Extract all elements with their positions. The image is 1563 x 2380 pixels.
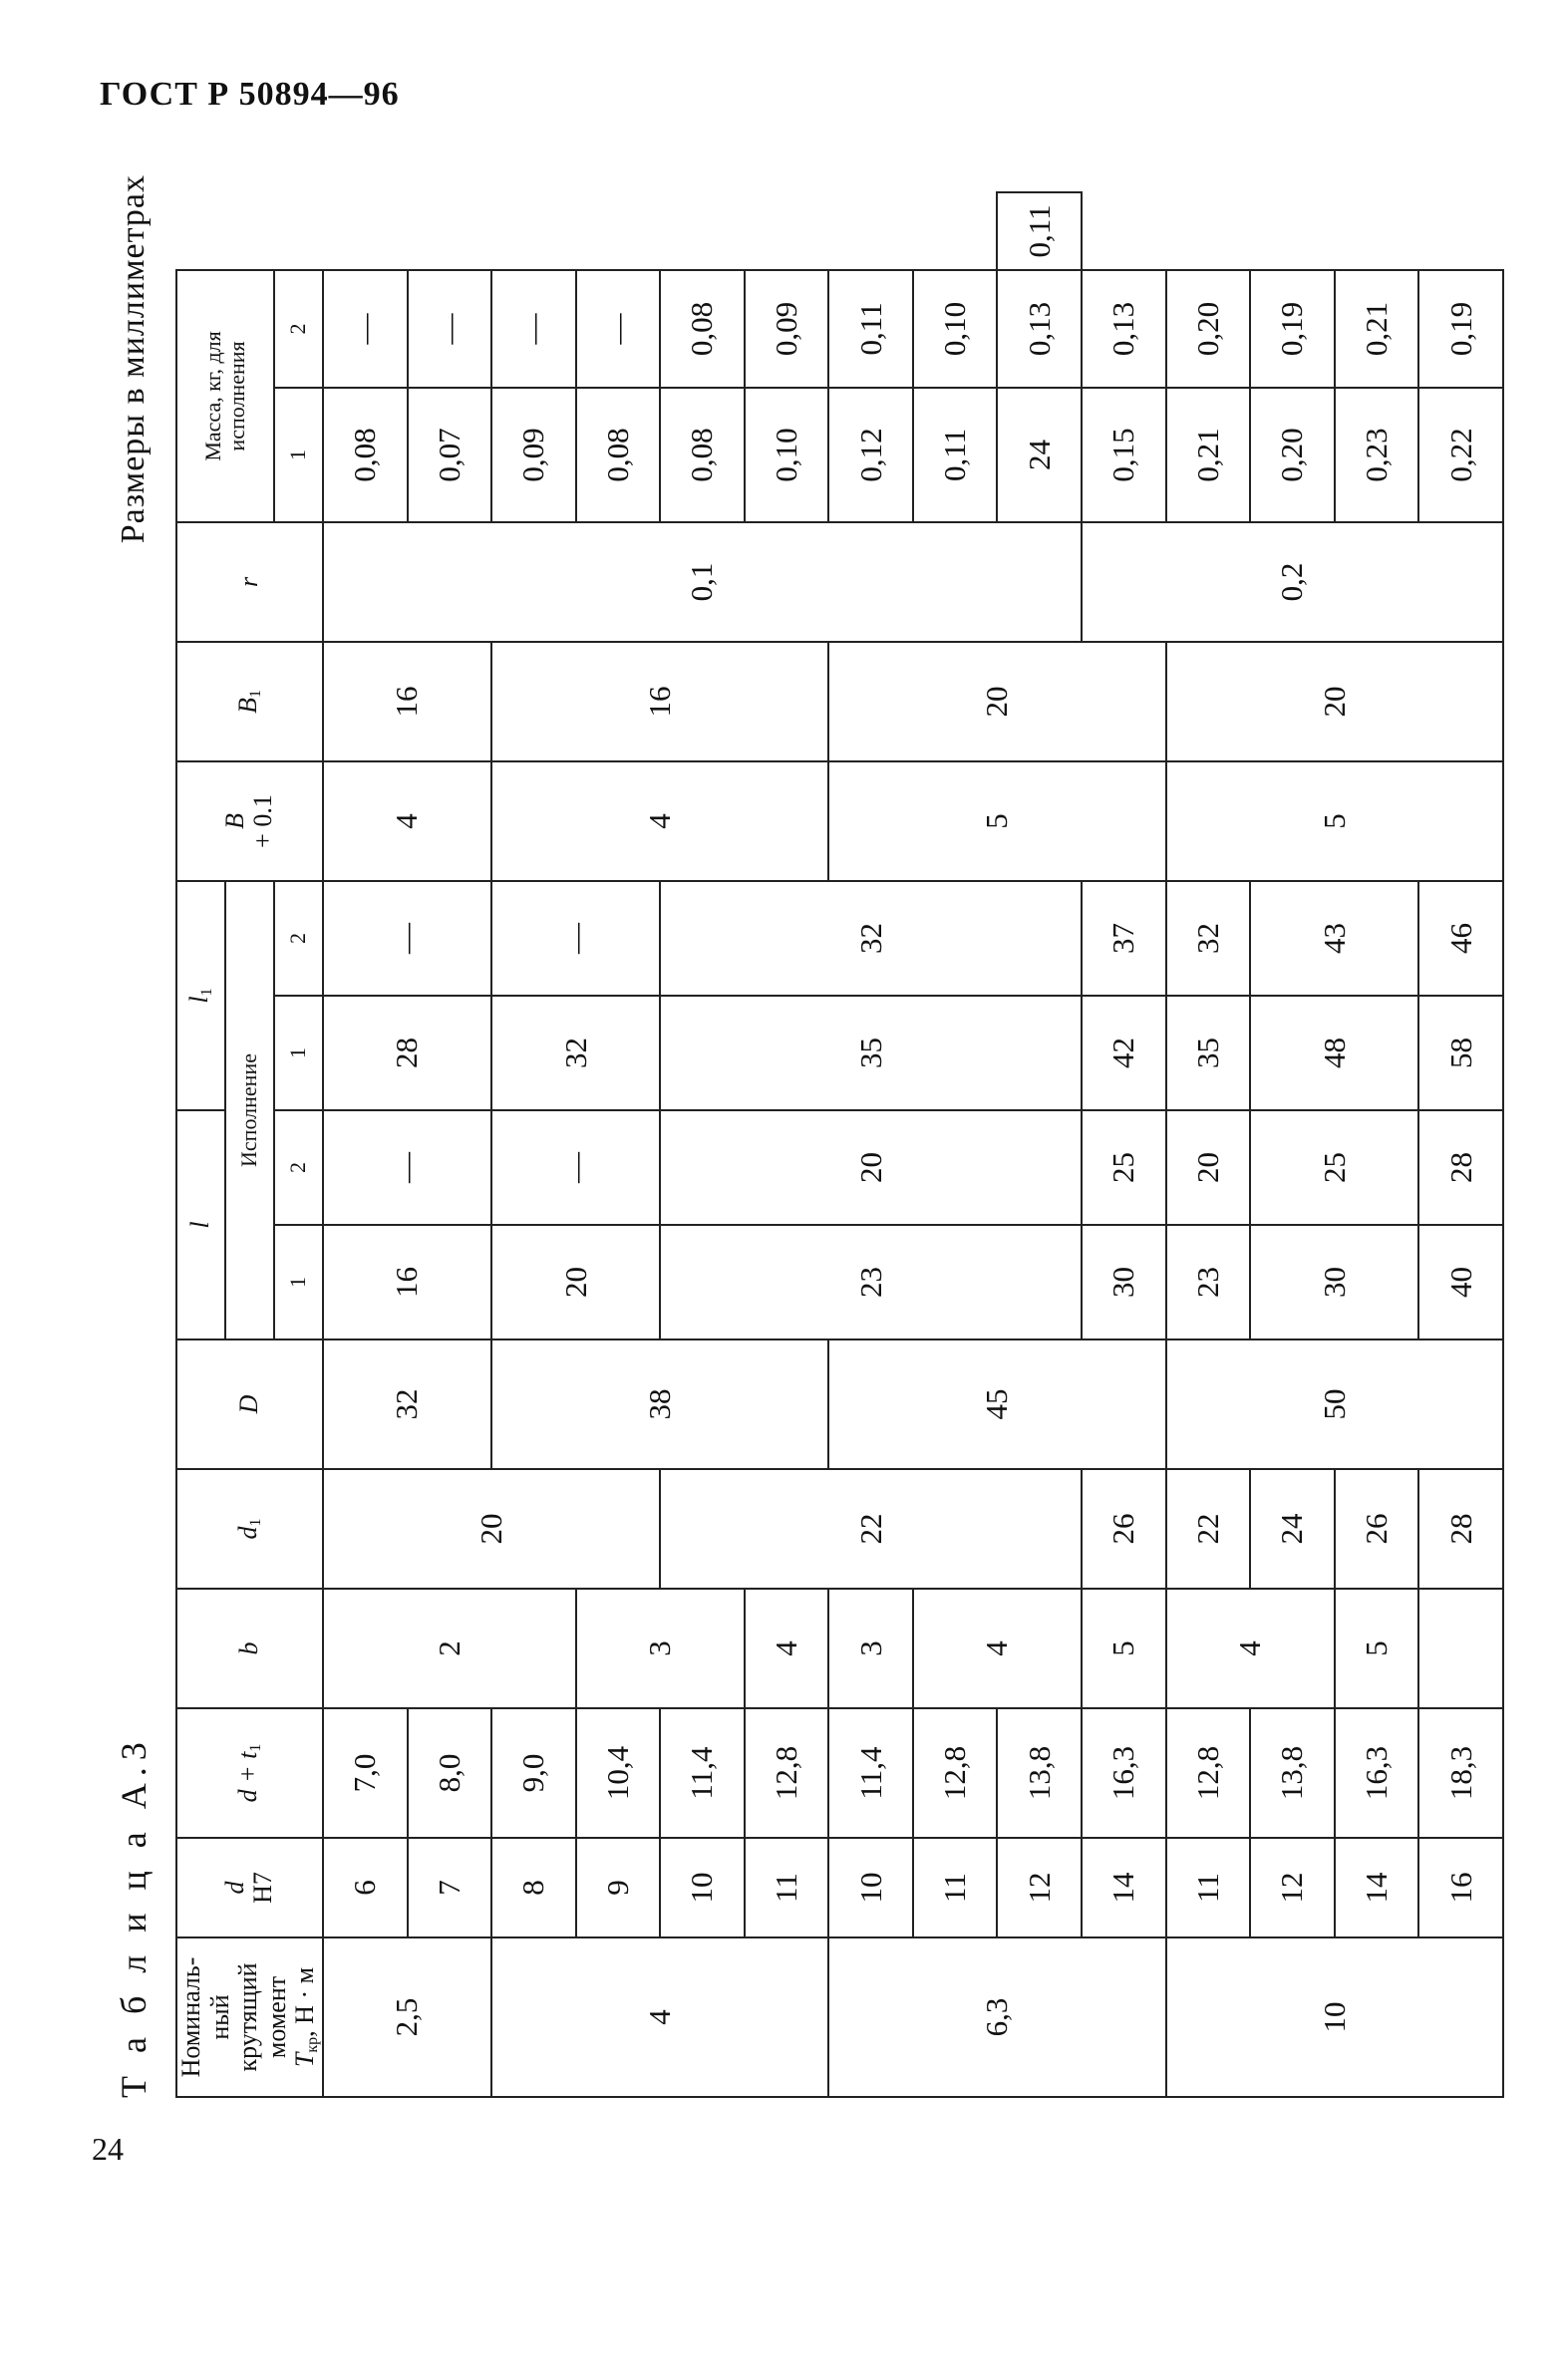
cell-b: 3 <box>828 1589 913 1708</box>
cell-mass1: 0,15 <box>1082 388 1166 522</box>
cell-mass2: 0,11 <box>828 270 913 388</box>
cell-d1: 22 <box>660 1469 1082 1589</box>
cell-d-plus-t1: 16,3 <box>1082 1708 1166 1838</box>
cell-d: 16 <box>1418 1838 1503 1937</box>
cell-mass2: — <box>576 270 661 388</box>
table-caption: Т а б л и ц а А.3 <box>113 1735 154 2098</box>
cell-torque: 6,3 <box>828 1937 1165 2097</box>
cell-l-isp2: — <box>491 1110 660 1225</box>
cell-l1-isp1: 35 <box>660 996 1082 1110</box>
cell-d: 7 <box>408 1838 492 1937</box>
header-l1-isp2: 2 <box>274 881 323 996</box>
cell-mass2: 0,11 <box>997 192 1082 270</box>
cell-d1: 24 <box>1250 1469 1335 1589</box>
header-torque: Номиналь- ный крутящий момент $T_{кр}$, Н · м <box>176 1937 323 2097</box>
cell-r: 0,1 <box>323 522 1082 642</box>
header-d-plus-t1: $d + t_1$ <box>176 1708 323 1838</box>
cell-d-plus-t1: 12,8 <box>913 1708 998 1838</box>
cell-l-isp1: 23 <box>1166 1225 1251 1339</box>
cell-mass1: 0,07 <box>408 388 492 522</box>
cell-B: 5 <box>828 761 1165 881</box>
cell-l1-isp1: 58 <box>1418 996 1503 1110</box>
cell-mass2: — <box>491 270 576 388</box>
cell-d-plus-t1: 12,8 <box>745 1708 829 1838</box>
cell-mass1: 0,13 <box>997 270 1082 388</box>
cell-d: 8 <box>491 1838 576 1937</box>
cell-b: 5 <box>1082 1589 1166 1708</box>
cell-mass2: 0,10 <box>913 270 998 388</box>
table-row <box>1166 192 1251 2097</box>
cell-d: 11 <box>745 1838 829 1937</box>
header-mass-isp2: 2 <box>274 270 323 388</box>
header-l1-isp1: 1 <box>274 996 323 1110</box>
cell-mass2: — <box>408 270 492 388</box>
cell-b: 2 <box>323 1589 576 1708</box>
cell-B1: 16 <box>323 642 491 761</box>
header-B1: $B_1$ <box>176 642 323 761</box>
cell-d: 12 <box>1250 1838 1335 1937</box>
header-mass: Масса, кг, для исполнения <box>176 270 274 522</box>
cell-B: 5 <box>1166 761 1503 881</box>
cell-torque: 10 <box>1166 1937 1503 2097</box>
table-row <box>1418 192 1503 2097</box>
cell-d: 6 <box>323 1838 408 1937</box>
cell-d-plus-t1: 11,4 <box>660 1708 745 1838</box>
cell-d: 14 <box>1082 1838 1166 1937</box>
cell-l-isp2: 20 <box>1166 1110 1251 1225</box>
cell-mass2: 0,19 <box>1250 270 1335 388</box>
cell-d1: 26 <box>1335 1469 1419 1589</box>
table-row <box>1082 192 1166 2097</box>
cell-l-isp1: 40 <box>1418 1225 1503 1339</box>
cell-mass1: 0,21 <box>1166 388 1251 522</box>
cell-l1-isp1: 32 <box>491 996 660 1110</box>
table-row <box>491 192 576 2097</box>
cell-mass1: 0,12 <box>828 388 913 522</box>
cell-d-plus-t1: 11,4 <box>828 1708 913 1838</box>
header-d1: $d_1$ <box>176 1469 323 1589</box>
cell-l-isp2: 20 <box>660 1110 1082 1225</box>
cell-B: 4 <box>323 761 491 881</box>
cell-l-isp2: 28 <box>1418 1110 1503 1225</box>
cell-l1-isp1: 35 <box>1166 996 1251 1110</box>
cell-b: 4 <box>745 1589 829 1708</box>
dimensions-table <box>175 191 1504 2098</box>
cell-l-isp1: 20 <box>491 1225 660 1339</box>
cell-D: 32 <box>323 1339 491 1469</box>
cell-mass1: 0,22 <box>1418 388 1503 522</box>
header-mass-isp1: 1 <box>274 388 323 522</box>
cell-d: 14 <box>1335 1838 1419 1937</box>
cell-mass2: — <box>323 270 408 388</box>
table-row <box>1250 192 1335 2097</box>
cell-b: 4 <box>1166 1589 1335 1708</box>
cell-l1-isp1: 48 <box>1250 996 1418 1110</box>
cell-mass1: 0,10 <box>745 388 829 522</box>
cell-l1-isp2: 37 <box>1082 881 1166 996</box>
page-number: 24 <box>92 2131 124 2167</box>
cell-mass1: 0,09 <box>491 388 576 522</box>
header-d: d H7 <box>176 1838 323 1937</box>
cell-l-isp2: 25 <box>1250 1110 1418 1225</box>
cell-mass2: 0,08 <box>660 270 745 388</box>
cell-l-isp2: — <box>323 1110 491 1225</box>
cell-mass1: 0,08 <box>660 388 745 522</box>
cell-b: 4 <box>913 1589 1082 1708</box>
cell-d-plus-t1: 13,8 <box>997 1708 1082 1838</box>
cell-D: 38 <box>491 1339 828 1469</box>
cell-d1: 20 <box>323 1469 660 1589</box>
cell-l-isp1: 16 <box>323 1225 491 1339</box>
cell-B1: 20 <box>828 642 1165 761</box>
cell-l-isp1: 30 <box>1250 1225 1418 1339</box>
cell-b: 5 <box>1335 1589 1419 1708</box>
cell-d-plus-t1: 16,3 <box>1335 1708 1419 1838</box>
rotated-table-region <box>91 174 1486 2098</box>
cell-mass1: 0,08 <box>323 388 408 522</box>
header-b: b <box>176 1589 323 1708</box>
cell-d: 10 <box>660 1838 745 1937</box>
header-l-isp2: 2 <box>274 1110 323 1225</box>
units-note: Размеры в миллиметрах <box>114 174 152 544</box>
cell-mass2: 0,19 <box>1418 270 1503 388</box>
cell-r: 0,2 <box>1082 522 1503 642</box>
cell-d: 9 <box>576 1838 661 1937</box>
header-D: D <box>176 1339 323 1469</box>
cell-mass2: 0,21 <box>1335 270 1419 388</box>
document-header: ГОСТ Р 50894—96 <box>100 76 400 113</box>
cell-l1-isp2: 43 <box>1250 881 1418 996</box>
cell-d-plus-t1: 18,3 <box>1418 1708 1503 1838</box>
cell-torque: 2,5 <box>323 1937 491 2097</box>
header-B: B + 0.1 <box>176 761 323 881</box>
cell-B: 4 <box>491 761 828 881</box>
cell-l-isp1: 23 <box>660 1225 1082 1339</box>
cell-d-plus-t1: 12,8 <box>1166 1708 1251 1838</box>
cell-d1: 24 <box>997 388 1082 522</box>
cell-mass2: 0,13 <box>1082 270 1166 388</box>
cell-d-plus-t1: 9,0 <box>491 1708 576 1838</box>
header-ispolnenie: Исполнение <box>225 881 274 1339</box>
cell-mass2: 0,09 <box>745 270 829 388</box>
cell-d: 11 <box>1166 1838 1251 1937</box>
cell-l1-isp1: 28 <box>323 996 491 1110</box>
cell-mass1: 0,23 <box>1335 388 1419 522</box>
cell-l1-isp2: 32 <box>660 881 1082 996</box>
cell-l1-isp2: 32 <box>1166 881 1251 996</box>
cell-d1: 28 <box>1418 1469 1503 1589</box>
cell-b: 3 <box>576 1589 745 1708</box>
cell-l-isp1: 30 <box>1082 1225 1166 1339</box>
cell-l-isp2: 25 <box>1082 1110 1166 1225</box>
cell-d1: 26 <box>1082 1469 1166 1589</box>
cell-l1-isp2: — <box>491 881 660 996</box>
header-r: r <box>176 522 323 642</box>
cell-d: 11 <box>913 1838 998 1937</box>
cell-l1-isp1: 42 <box>1082 996 1166 1110</box>
cell-b <box>1418 1589 1503 1708</box>
cell-d1: 22 <box>1166 1469 1251 1589</box>
header-l-isp1: 1 <box>274 1225 323 1339</box>
cell-mass1: 0,20 <box>1250 388 1335 522</box>
cell-l1-isp2: 46 <box>1418 881 1503 996</box>
cell-B1: 20 <box>1166 642 1503 761</box>
cell-d-plus-t1: 13,8 <box>1250 1708 1335 1838</box>
cell-B1: 16 <box>491 642 828 761</box>
cell-l1-isp2: — <box>323 881 491 996</box>
cell-d-plus-t1: 10,4 <box>576 1708 661 1838</box>
header-l: l <box>176 1110 225 1339</box>
cell-mass2: 0,20 <box>1166 270 1251 388</box>
cell-torque: 4 <box>491 1937 828 2097</box>
cell-d-plus-t1: 8,0 <box>408 1708 492 1838</box>
cell-D: 50 <box>1166 1339 1503 1469</box>
header-l1: $l_1$ <box>176 881 225 1110</box>
cell-d: 10 <box>828 1838 913 1937</box>
cell-mass1: 0,08 <box>576 388 661 522</box>
cell-D: 45 <box>828 1339 1165 1469</box>
table-row <box>323 192 408 2097</box>
cell-d: 12 <box>997 1838 1082 1937</box>
cell-mass1: 0,11 <box>913 388 998 522</box>
table-row <box>660 192 745 2097</box>
cell-d-plus-t1: 7,0 <box>323 1708 408 1838</box>
